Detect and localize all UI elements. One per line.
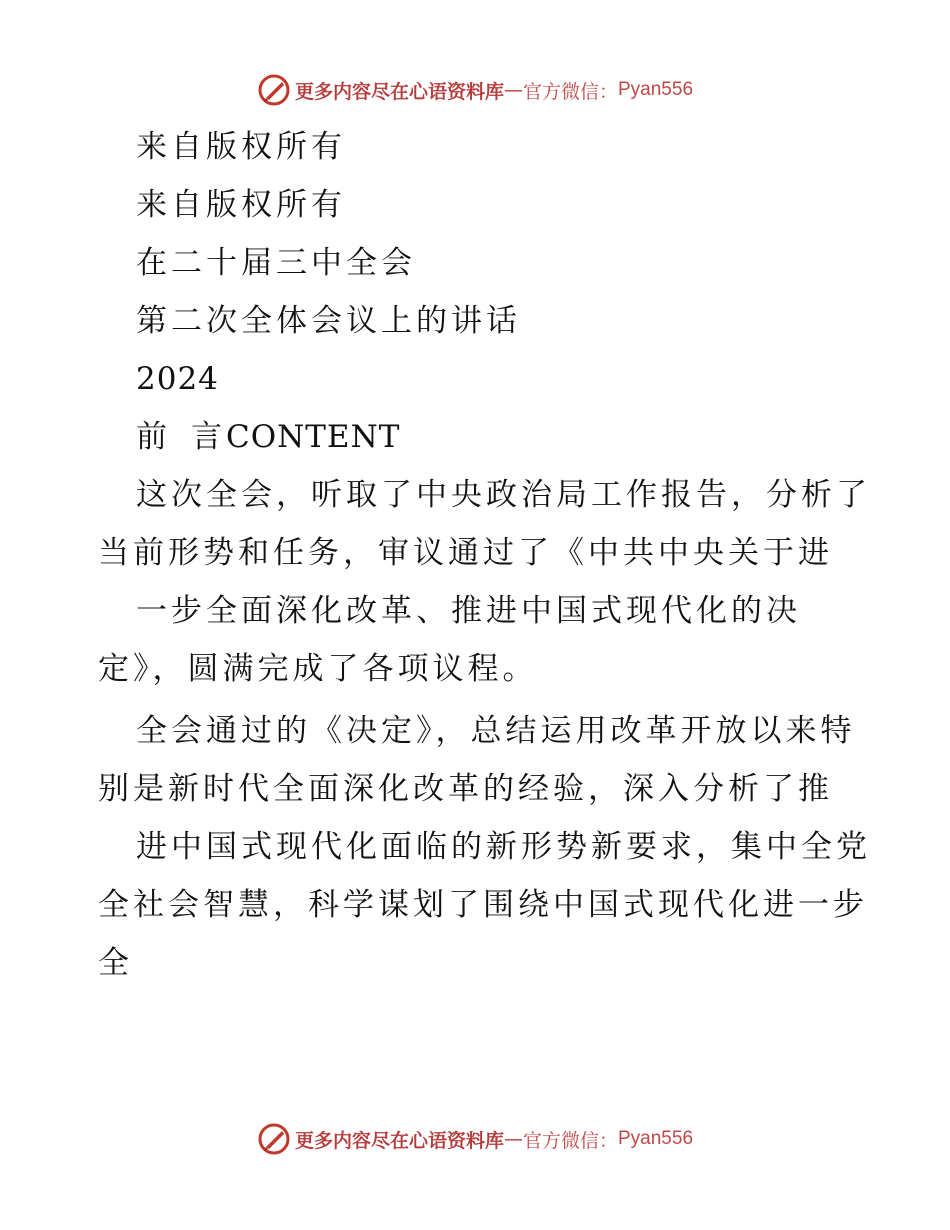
text-line: 第二次全体会议上的讲话 — [136, 303, 521, 339]
text-line: 别是新时代全面深化改革的经验，深入分析了推 — [98, 771, 833, 807]
quill-logo-icon — [257, 1122, 291, 1156]
watermark-label: 官方微信： — [522, 1129, 618, 1152]
watermark-brand: 更多内容尽在心语资料库 — [294, 80, 504, 103]
watermark-brand: 更多内容尽在心语资料库 — [294, 1129, 504, 1152]
watermark-wechat-id: Pyan556 — [618, 79, 694, 100]
text-line: 定》，圆满完成了各项议程。 — [98, 651, 538, 687]
watermark-wechat-id: Pyan556 — [618, 1128, 694, 1149]
watermark-separator: — — [503, 79, 523, 101]
text-line: 全 — [98, 945, 133, 981]
preface-char-1: 前 — [136, 419, 171, 455]
year: 2024 — [136, 361, 219, 397]
text-line: 一步全面深化改革、推进中国式现代化的决 — [136, 593, 801, 629]
year-line — [136, 359, 219, 399]
preface-english: CONTENT — [226, 419, 401, 455]
footer-watermark — [0, 1119, 950, 1159]
text-line: 这次全会，听取了中央政治局工作报告，分析了 — [136, 477, 871, 513]
watermark-separator: — — [503, 1128, 523, 1150]
text-line: 进中国式现代化面临的新形势新要求，集中全党 — [136, 829, 871, 865]
text-line: 来自版权所有 — [136, 129, 346, 165]
text-line: 来自版权所有 — [136, 187, 346, 223]
watermark-label: 官方微信： — [522, 80, 618, 103]
text-line: 全会通过的《决定》，总结运用改革开放以来特 — [136, 713, 856, 749]
preface-char-2: 言 — [191, 419, 226, 455]
text-line: 当前形势和任务，审议通过了《中共中央关于进 — [98, 535, 833, 571]
text-line: 在二十届三中全会 — [136, 245, 416, 281]
preface-heading — [136, 417, 400, 457]
text-line: 全社会智慧，科学谋划了围绕中国式现代化进一步 — [98, 887, 868, 923]
